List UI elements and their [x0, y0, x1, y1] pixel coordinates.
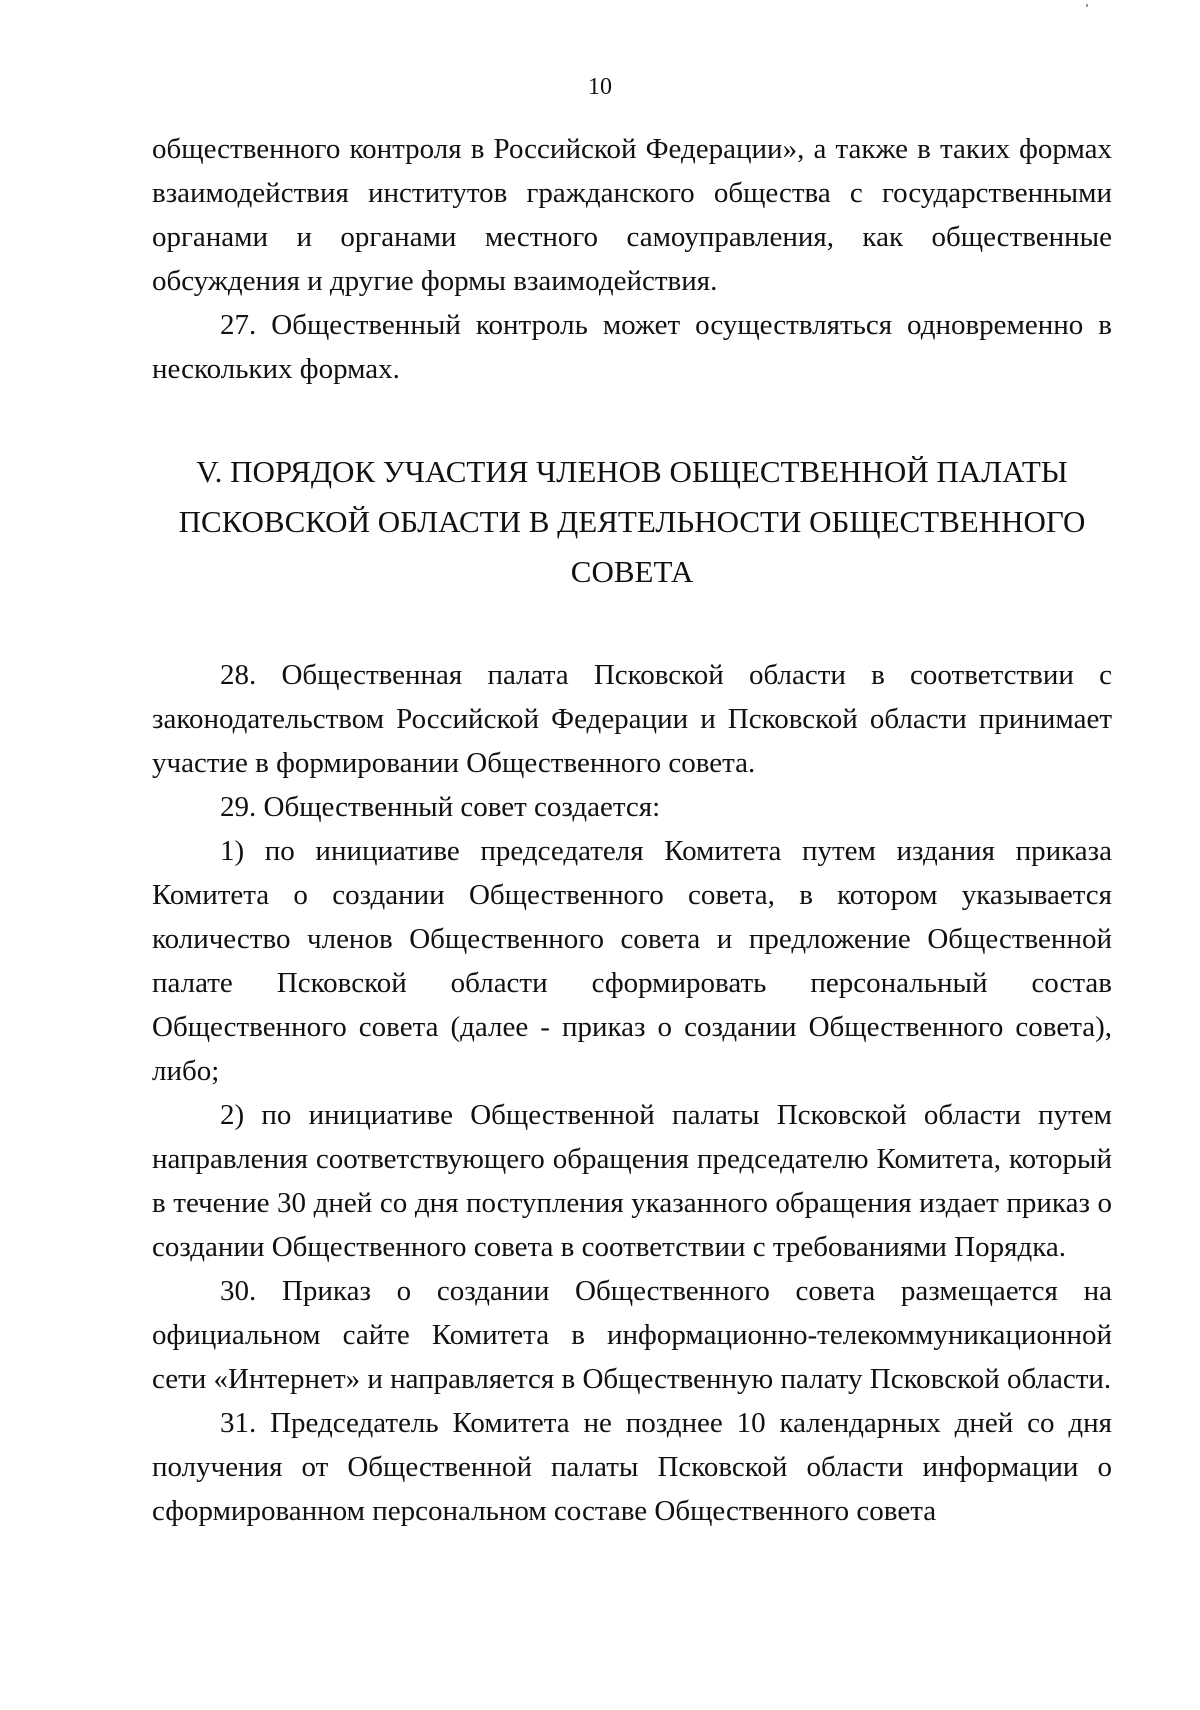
document-body — [152, 127, 1112, 1533]
section-heading-line-3: СОВЕТА — [570, 554, 694, 589]
paragraph-28: 28. Общественная палата Псковской области в соответствии с законодательством Российской Федерации и Псковской области принимает участие в формировании Общественного совета. — [152, 659, 1112, 779]
scan-speck — [1086, 4, 1088, 7]
section-heading — [152, 447, 1112, 597]
page-number: 10 — [588, 74, 612, 100]
paragraph-27: 27. Общественный контроль может осуществляться одновременно в нескольких формах. — [152, 309, 1112, 385]
paragraph-31: 31. Председатель Комитета не позднее 10 календарных дней со дня получения от Общественной палаты Псковской области информации о сформированном персональном составе Общественного совета — [152, 1407, 1112, 1527]
section-heading-line-2: ПСКОВСКОЙ ОБЛАСТИ В ДЕЯТЕЛЬНОСТИ ОБЩЕСТВЕННОГО — [178, 504, 1086, 539]
paragraph-continuation: общественного контроля в Российской Федерации», а также в таких формах взаимодействия институтов гражданского общества с государственными органами и органами местного самоуправления, как общественные обсуждения и другие формы взаимодействия. — [152, 133, 1112, 297]
section-heading-line-1: V. ПОРЯДОК УЧАСТИЯ ЧЛЕНОВ ОБЩЕСТВЕННОЙ ПАЛАТЫ — [196, 454, 1068, 489]
paragraph-29-item-2: 2) по инициативе Общественной палаты Псковской области путем направления соответствующего обращения председателю Комитета, который в течение 30 дней со дня поступления указанного обращения издает приказ о создании Общественного совета в соответствии с требованиями Порядка. — [152, 1099, 1112, 1263]
paragraph-30: 30. Приказ о создании Общественного совета размещается на официальном сайте Комитета в информационно-телекоммуникационной сети «Интернет» и направляется в Общественную палату Псковской области. — [152, 1275, 1112, 1395]
paragraph-29-item-1: 1) по инициативе председателя Комитета путем издания приказа Комитета о создании Общественного совета, в котором указывается количество членов Общественного совета и предложение Общественной палате Псковской области сформировать персональный состав Общественного совета (далее - приказ о создании Общественного совета), либо; — [152, 835, 1112, 1087]
paragraph-29: 29. Общественный совет создается: — [220, 791, 661, 823]
